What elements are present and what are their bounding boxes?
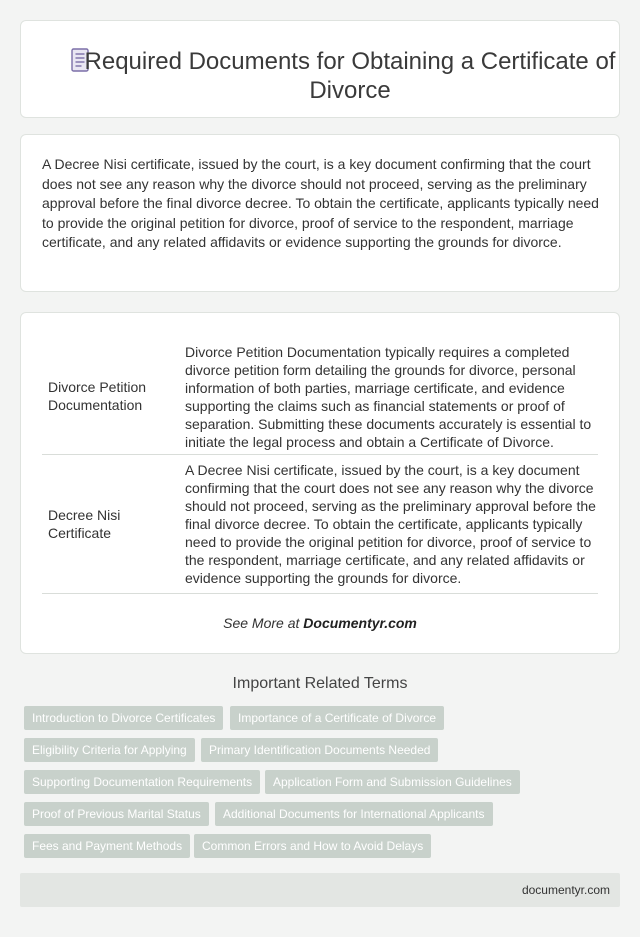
row-label: Decree Nisi Certificate xyxy=(48,507,121,541)
related-term-tag[interactable]: Supporting Documentation Requirements xyxy=(24,770,260,794)
related-term-tag[interactable]: Additional Documents for International Applicants xyxy=(215,802,493,826)
related-term-tag[interactable]: Proof of Previous Marital Status xyxy=(24,802,209,826)
related-term-tag[interactable]: Application Form and Submission Guidelines xyxy=(265,770,520,794)
row-label: Divorce Petition Documentation xyxy=(48,378,147,413)
row-description: Divorce Petition Documentation typically requires a completed divorce petition form detailing the grounds for divorce, personal information of both parties, marriage certificate, and evidence supporting the claims such as financial statements or proof of separation. Submitting these documents accurately is essential to initiate the legal process and obtain a Certificate of Divorce. xyxy=(185,344,592,450)
related-term-tag[interactable]: Common Errors and How to Avoid Delays xyxy=(194,834,431,858)
related-term-tag[interactable]: Primary Identification Documents Needed xyxy=(201,738,438,762)
intro-card xyxy=(20,134,620,292)
table-row xyxy=(42,337,598,455)
footer xyxy=(20,873,620,907)
row-description: A Decree Nisi certificate, issued by the court, is a key document confirming that the court does not see any reason why the divorce should not proceed, serving as the preliminary approval before the final divorce decree. To obtain the certificate, applicants typically need to provide the original petition for divorce, proof of service to the respondent, marriage certificate, and any related affidavits or evidence supporting the grounds for divorce. xyxy=(185,462,596,586)
table-row xyxy=(42,455,598,594)
related-term-tag[interactable]: Introduction to Divorce Certificates xyxy=(24,706,223,730)
footer-site-link[interactable]: documentyr.com xyxy=(521,883,610,897)
related-term-tag[interactable]: Fees and Payment Methods xyxy=(24,834,190,858)
see-more-site[interactable]: Documentyr.com xyxy=(303,615,417,631)
documents-table-card xyxy=(20,312,620,654)
related-terms-heading: Important Related Terms xyxy=(232,675,408,692)
page-title: Required Documents for Obtaining a Certificate of Divorce xyxy=(84,48,616,104)
see-more-link[interactable] xyxy=(21,615,619,631)
related-term-tag[interactable]: Eligibility Criteria for Applying xyxy=(24,738,195,762)
title-card xyxy=(20,20,620,118)
see-more-prefix: See More at xyxy=(223,615,304,631)
intro-paragraph: A Decree Nisi certificate, issued by the court, is a key document confirming that the court does not see any reason why the divorce should not proceed, serving as the preliminary approval before the final divorce decree. To obtain the certificate, applicants typically need to provide the original petition for divorce, proof of service to the respondent, marriage certificate, and any related affidavits or evidence supporting the grounds for divorce. xyxy=(42,156,599,251)
related-term-tag[interactable]: Importance of a Certificate of Divorce xyxy=(230,706,444,730)
